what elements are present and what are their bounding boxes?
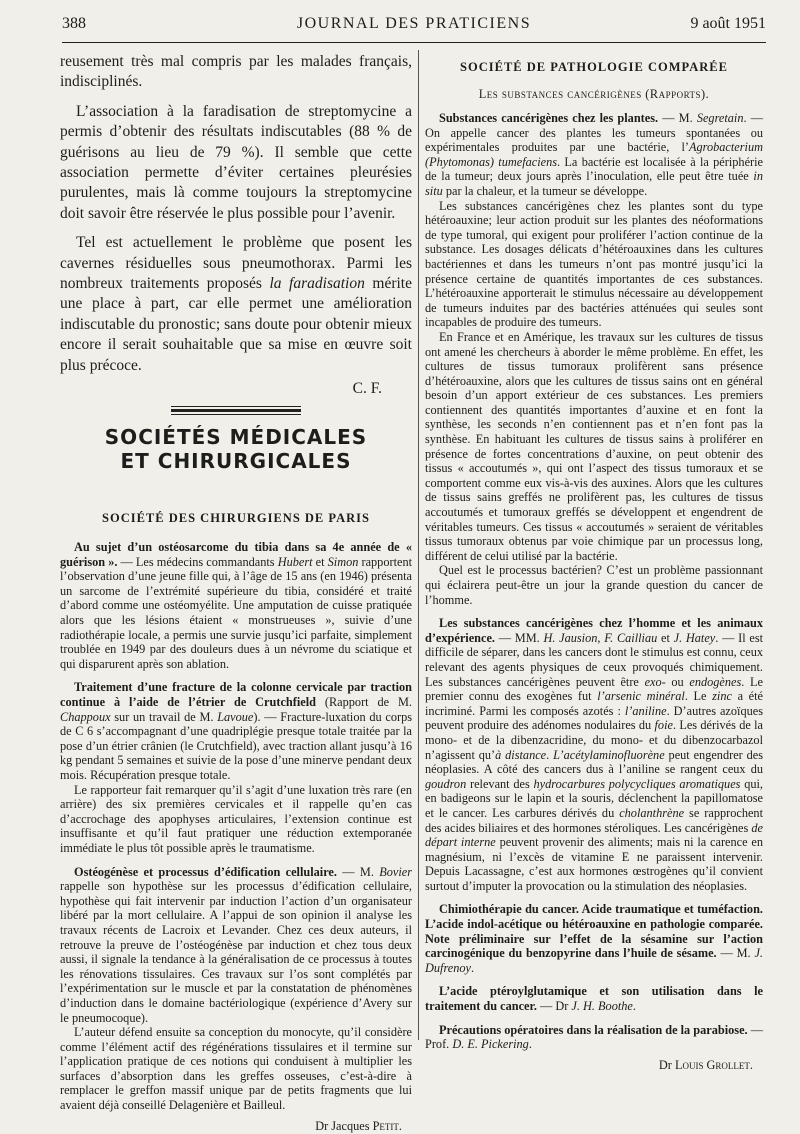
article-title: Ostéogénèse et processus d’édification cellulaire. bbox=[74, 864, 337, 879]
article: Traitement d’une fracture de la colonne cervicale par traction continue à l’aide de l’étrier de Crutchfield (Rapport de M. Chappoux sur un travail de M. Lavoue). — Fracture-luxation du corps de C 6 s’accompagnant d’une quadriplégie presque totale traitée par la pose d’un étrier crânien (le Crutchfield), avec traction allant jusqu’à 16 kg pendant 5 semaines et suivie de la pose d’une minerve pendant deux mois. Récupération presque totale. bbox=[60, 680, 412, 782]
ornament-rule bbox=[171, 406, 301, 415]
paragraph: reusement très mal compris par les malades français, indisciplinés. bbox=[60, 53, 412, 91]
article: Précautions opératoires dans la réalisation de la parabiose. — Prof. D. E. Pickering. bbox=[425, 1022, 763, 1052]
article: Substances cancérigènes chez les plantes. — M. Segretain. — On appelle cancer des plantes les tumeurs spontanées ou expérimentales produites par une bactérie, l’Agrobacterium (Phytomonas) tumefaciens. La bactérie est localisée à la périphérie de la tumeur; deux jours après l’inoculation, elle peut être tuée in situ par la chaleur, et la tumeur se développe. bbox=[425, 111, 763, 198]
article-title: Chimiothérapie du cancer. Acide traumatique et tuméfaction. L’acide indol-acétique ou hétéroauxine en pathologie comparée. Note préliminaire sur l’effet de la sésamine sur l’action carcinogénique du benzopyrine dans l’huile de sésame. bbox=[425, 902, 763, 961]
article-title: Au sujet d’un ostéosarcome du tibia dans sa 4e année de « guérison ». bbox=[60, 540, 412, 569]
signature: Dr Jacques Petit. bbox=[315, 1118, 402, 1133]
paragraph: L’auteur défend ensuite sa conception du monocyte, qu’il considère comme l’élément actif des régénérations tissulaires et il termine sur l’application pratique de ces notions qui conduisent à multiplier les surfaces d’absorption dans les greffes osseuses, c’est-à-dire à remplacer le greffon massif unique par de petits fragments que lui avaient déjà conseillé Delagenière et Bailleul. bbox=[60, 1025, 412, 1113]
article: L’acide ptéroylglutamique et son utilisation dans le traitement du cancer. — Dr J. H. Boothe. bbox=[425, 984, 763, 1014]
left-column bbox=[60, 52, 412, 1134]
article-title: Substances cancérigènes chez les plantes. bbox=[439, 111, 659, 125]
column-divider bbox=[418, 50, 419, 1040]
journal-title: JOURNAL DES PRATICIENS bbox=[296, 15, 532, 32]
article-title: L’acide ptéroylglutamique et son utilisation dans le traitement du cancer. bbox=[425, 984, 763, 1014]
article-title: Les substances cancérigènes chez l’homme et les animaux d’expérience. bbox=[425, 616, 763, 645]
section-title: SOCIÉTÉS MÉDICALES ET CHIRURGICALES bbox=[104, 425, 368, 474]
society-title: SOCIÉTÉ DES CHIRURGIENS DE PARIS bbox=[102, 511, 370, 526]
paragraph: En France et en Amérique, les travaux sur les cultures de tissus ont amené les chercheurs à aborder le même problème. En effet, les cultures de tissus tumoraux prolifèrent sans présence d’hétéroauxine, alors que les cultures de tissus sains ont en général besoin d’un apport extérieur de ces substances. Les premiers contiennent des quantités importantes d’auxine et en font la synthèse, les seconds n’en contiennent pas et n’en font pas la synthèse. En habituant les cultures de tissus sains à proliférer en présence de fortes concentrations d’auxine, on peut obtenir des tissus « accoutumés », qui ont l’aspect des tissus tumoraux et se comportent comme eux vis-à-vis des auxines. Alors que les cultures de tissus sains greffés ne prolifèrent pas, les cultures de tissus accoutumés et tumoraux greffés se développent et engendrent de véritables tumeurs. Ces tissus « accoutumés » seraient de véritables tissus tumoraux obtenus par voie chimique par un processus long, différent de celui utilisé par la bactérie. bbox=[425, 329, 763, 563]
society-title: SOCIÉTÉ DE PATHOLOGIE COMPARÉE bbox=[460, 60, 728, 74]
page-header bbox=[62, 15, 766, 39]
author-initials: C. F. bbox=[352, 380, 382, 398]
paragraph: Les substances cancérigènes chez les plantes sont du type hétéroauxine; leur action produit sur les plantes des néoformations de type tumoral, qui exigent pour proliférer l’action continue de la substance. Les dosages délicats d’hétéroauxines dans les cultures bactériennes et dans les tumeurs n’ont pas montré jusqu’ici la présence certaine de quantités importantes de ces substances. L’hétéroauxine apporterait le stimulus nécessaire au développement de tumeurs induites par des bactéries atténuées qui seules sont incapables de produire des tumeurs. bbox=[425, 198, 763, 330]
article: Au sujet d’un ostéosarcome du tibia dans sa 4e année de « guérison ». — Les médecins commandants Hubert et Simon rapportent l’observation d’une jeune fille qui, à l’âge de 15 ans (en 1946) présenta un sarcome de l’extrémité supérieure du tibia, considéré et traité d’abord comme une ostéomyélite. Une amputation de cuisse pratiquée alors que les lésions étaient « monstrueuses », suivie d’une radiothérapie locale, a permis une survie jusqu’ici parfaite, simplement troublée en 1949 par des douleurs dues à un névrome du sciatique et qui disparurent après son ablation. bbox=[60, 540, 413, 671]
article: Les substances cancérigènes chez l’homme et les animaux d’expérience. — MM. H. Jausion, F. Cailliau et J. Hatey. — Il est difficile de séparer, dans les cancers dont le stimulus est connu, ceux relevant des agents physiques de ceux provoqués chimiquement. Les substances cancérigènes peuvent être exo- ou endogènes. Le premier connu des exogènes fut l’arsenic minéral. Le zinc a été incriminé. Parmi les composés azotés : l’aniline. D’autres azoïques peuvent produire des adénomes nodulaires du foie. Les dérivés de la mono- et de la dibenzacridine, du mono- et du dibenzocarbazol n’agissent qu’à distance. L’acétylaminofluorène peut engendrer des néoplasies. A côté des cancers dus à l’aniline se rangent ceux du goudron relevant des hydrocarbures polycycliques aromatiques qui, en badigeons sur le lapin et la souris, déclenchent la papillomatose et le cancer. Les carbures dérivés du cholanthrène se rapprochent des acides biliaires et des hormones stéroliques. Les cancérigènes de départ interne peuvent provenir des aliments; mais ni la carence en magnésium, ni l’excès de vitamine E ne paraissent intervenir. Depuis Lacassagne, c’est aux hormones œstrogènes qu’il convient surtout d’imputer la provocation ou la stimulation des néoplasies. bbox=[425, 616, 764, 893]
paragraph: L’association à la faradisation de streptomycine a permis d’obtenir des résultats indiscutables (88 % de guérisons au lieu de 79 %). Il semble que cette association permette d’éviter certaines pleurésies purulentes, mais là comme toujours la streptomycine doit savoir être réservée le plus possible pour l’avenir. bbox=[60, 102, 412, 222]
paragraph: Le rapporteur fait remarquer qu’il s’agit d’une luxation très rare (en arrière) des six premières cervicales et il rappelle qu’en cas d’accrochage des apophyses articulaires, l’extension continue est insuffisante et qu’il faut pratiquer une réduction extemporanée immédiate le plus tôt possible après le traumatisme. bbox=[60, 782, 412, 855]
issue-date: 9 août 1951 bbox=[690, 15, 766, 32]
right-column bbox=[425, 52, 763, 1073]
signature: Dr Louis Grollet. bbox=[658, 1057, 753, 1072]
paragraph: Tel est actuellement le problème que posent les cavernes résiduelles sous pneumothorax. Parmi les nombreux traitements proposés la faradisation mérite une place à part, car elle permet une amélioration indiscutable du pronostic; sans doute pour obtenir mieux encore il serait souhaitable que sa mise en œuvre soit plus précoce. bbox=[60, 234, 412, 374]
article-title: Précautions opératoires dans la réalisation de la parabiose. bbox=[439, 1022, 748, 1037]
paragraph: Quel est le processus bactérien? C’est un problème passionnant qui éclairera peut-être un jour la grande question du cancer de l’homme. bbox=[425, 563, 763, 607]
subsection-title: Les substances cancérigènes (Rapports). bbox=[478, 87, 710, 101]
page-number: 388 bbox=[62, 15, 86, 32]
article: Chimiothérapie du cancer. Acide traumatique et tuméfaction. L’acide indol-acétique ou hétéroauxine en pathologie comparée. Note préliminaire sur l’effet de la sésamine sur l’action carcinogénique du benzopyrine dans l’huile de sésame. — M. J. Dufrenoy. bbox=[425, 902, 763, 975]
article: Ostéogénèse et processus d’édification cellulaire. — M. Bovier rappelle son hypothèse sur les processus d’édification cellulaire, hypothèse qui fait intervenir par induction l’action d’un organisateur libéré par la mort cellulaire. A l’appui de son opinion il analyse les travaux récents de Lacroix et Levander. Chez ces deux auteurs, il retrouve la preuve de l’ostéogénèse par induction et chez tous deux aussi, il signale la tendance à la généralisation de ce processus à toutes les rénovations tissulaires. Ces travaux sur l’os sont complétés par l’expérimentation sur le muscle et par la constatation de phénomènes d’induction dans le domaine bactériologique (expérience d’Avery sur le pneumocoque). bbox=[60, 864, 413, 1025]
header-rule bbox=[62, 42, 766, 43]
article-title: Traitement d’une fracture de la colonne cervicale par traction continue à l’aide de l’étrier de Crutchfield bbox=[60, 680, 412, 710]
